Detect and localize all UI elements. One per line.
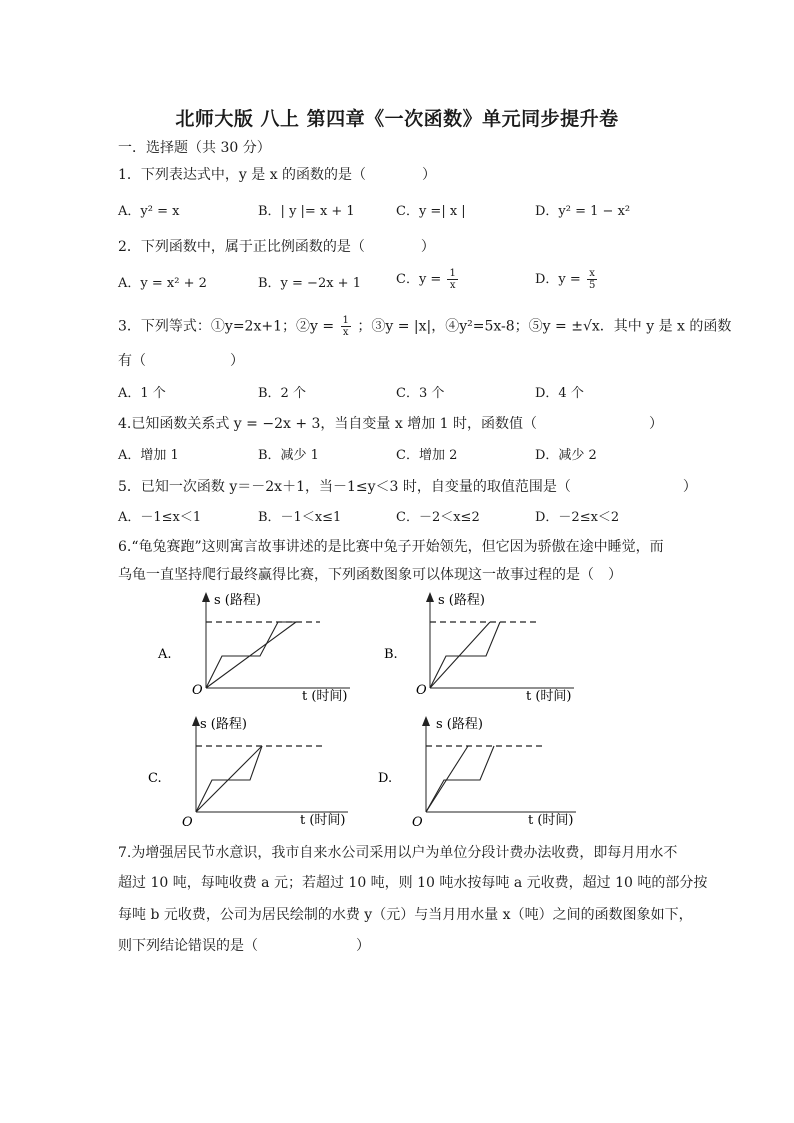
q3-fraction: [341, 315, 351, 338]
q2-option-b: B．y = −2x + 1: [258, 276, 361, 291]
q5-option-a: A．－1≤x＜1: [118, 510, 202, 525]
x-axis-label: t (时间): [300, 813, 346, 828]
fraction-denominator: x: [342, 327, 349, 338]
graph-option-label: C.: [148, 771, 162, 786]
fraction-numerator: 1: [342, 315, 349, 326]
q1-option-c: C．y =| x |: [396, 204, 466, 219]
graph-d: [372, 712, 592, 832]
x-axis-label: t (时间): [526, 689, 572, 704]
page-title: 北师大版 八上 第四章《一次函数》单元同步提升卷: [175, 108, 619, 130]
section-heading: 一．选择题（共 30 分）: [118, 140, 271, 156]
q2-stem: 2．下列函数中，属于正比例函数的是（ ）: [118, 239, 435, 255]
q3-stem-pre: 3．下列等式：①y=2x+1；②y =: [118, 318, 335, 335]
q3-option-c: C．3 个: [396, 386, 445, 401]
graph-option-label: B.: [384, 647, 398, 662]
q7-stem-line2: 超过 10 吨，每吨收费 a 元；若超过 10 吨，则 10 吨水按每吨 a 元收费，超过 10 吨的部分按: [118, 875, 708, 891]
fraction-numerator: x: [587, 268, 597, 280]
rabbit-line: [426, 746, 494, 812]
tortoise-line: [206, 622, 296, 688]
origin-label: O: [416, 683, 427, 698]
q1-stem: 1．下列表达式中，y 是 x 的函数的是（ ）: [118, 167, 437, 183]
origin-label: O: [412, 815, 423, 830]
y-axis-label: s (路程): [200, 717, 247, 732]
y-axis-arrow: [192, 716, 200, 726]
tortoise-line: [196, 746, 262, 812]
q4-stem: 4.已知函数关系式 y = −2x + 3，当自变量 x 增加 1 时，函数值（ ）: [118, 416, 664, 432]
q6-stem-line1: 6.“龟兔赛跑”这则寓言故事讲述的是比赛中兔子开始领先，但它因为骄傲在途中睡觉，而: [118, 539, 664, 555]
q3-stem-line2: 有（ ）: [118, 353, 244, 369]
y-axis-label: s (路程): [436, 717, 483, 732]
q4-option-a: A．增加 1: [118, 448, 179, 463]
y-axis-arrow: [202, 592, 210, 602]
graph-a: [150, 588, 360, 708]
graph-option-label: D.: [378, 771, 393, 786]
y-axis-arrow: [422, 716, 430, 726]
q5-option-d: D．－2≤x＜2: [535, 510, 620, 525]
origin-label: O: [182, 815, 193, 830]
fraction-denominator: x: [449, 280, 456, 291]
y-axis-label: s (路程): [214, 593, 261, 608]
fraction-denominator: 5: [588, 280, 596, 291]
origin-label: O: [192, 683, 203, 698]
y-axis-arrow: [426, 592, 434, 602]
q2-option-c: [396, 268, 460, 291]
x-axis-label: t (时间): [302, 689, 348, 704]
q2-option-c-prefix: C．y =: [396, 272, 442, 287]
q5-option-b: B．－1＜x≤1: [258, 510, 342, 525]
q4-option-d: D．减少 2: [535, 448, 597, 463]
q2-option-d-fraction: [587, 268, 597, 291]
q4-option-b: B．减少 1: [258, 448, 319, 463]
q5-stem: 5．已知一次函数 y＝－2x＋1，当－1≤y＜3 时，自变量的取值范围是（ ）: [118, 479, 697, 495]
q3-stem: [118, 315, 731, 338]
graph-b: [378, 588, 588, 708]
q1-option-b: B．| y |= x + 1: [258, 204, 355, 219]
q7-stem-line4: 则下列结论错误的是（ ）: [118, 938, 370, 954]
q1-option-a: A．y² = x: [118, 204, 180, 219]
q3-option-d: D．4 个: [535, 386, 584, 401]
q2-option-c-fraction: [447, 268, 457, 291]
fraction-numerator: 1: [449, 268, 456, 279]
q6-stem-line2: 乌龟一直坚持爬行最终赢得比赛，下列函数图象可以体现这一故事过程的是（ ）: [118, 567, 622, 583]
q4-option-c: C．增加 2: [396, 448, 458, 463]
graph-c: [140, 712, 360, 832]
q5-option-c: C．－2＜x≤2: [396, 510, 480, 525]
q3-option-a: A．1 个: [118, 386, 166, 401]
y-axis-label: s (路程): [438, 593, 485, 608]
graph-option-label: A.: [158, 647, 172, 662]
q2-option-d-prefix: D．y =: [535, 272, 581, 287]
tortoise-line: [426, 746, 468, 812]
q3-option-b: B．2 个: [258, 386, 306, 401]
q2-option-a: A．y = x² + 2: [118, 276, 207, 291]
x-axis-label: t (时间): [528, 813, 574, 828]
q7-stem-line1: 7.为增强居民节水意识，我市自来水公司采用以户为单位分段计费办法收费，即每月用水不: [118, 845, 678, 861]
tortoise-line: [430, 622, 490, 688]
q7-stem-line3: 每吨 b 元收费，公司为居民绘制的水费 y（元）与当月用水量 x（吨）之间的函数图象如下，: [118, 907, 693, 923]
q1-option-d: D．y² = 1 − x²: [535, 204, 631, 219]
q3-stem-post: ；③y = |x|，④y²=5x-8；⑤y = ±√x．其中 y 是 x 的函数: [357, 318, 732, 335]
rabbit-line: [430, 622, 500, 688]
q2-option-d: [535, 268, 599, 291]
